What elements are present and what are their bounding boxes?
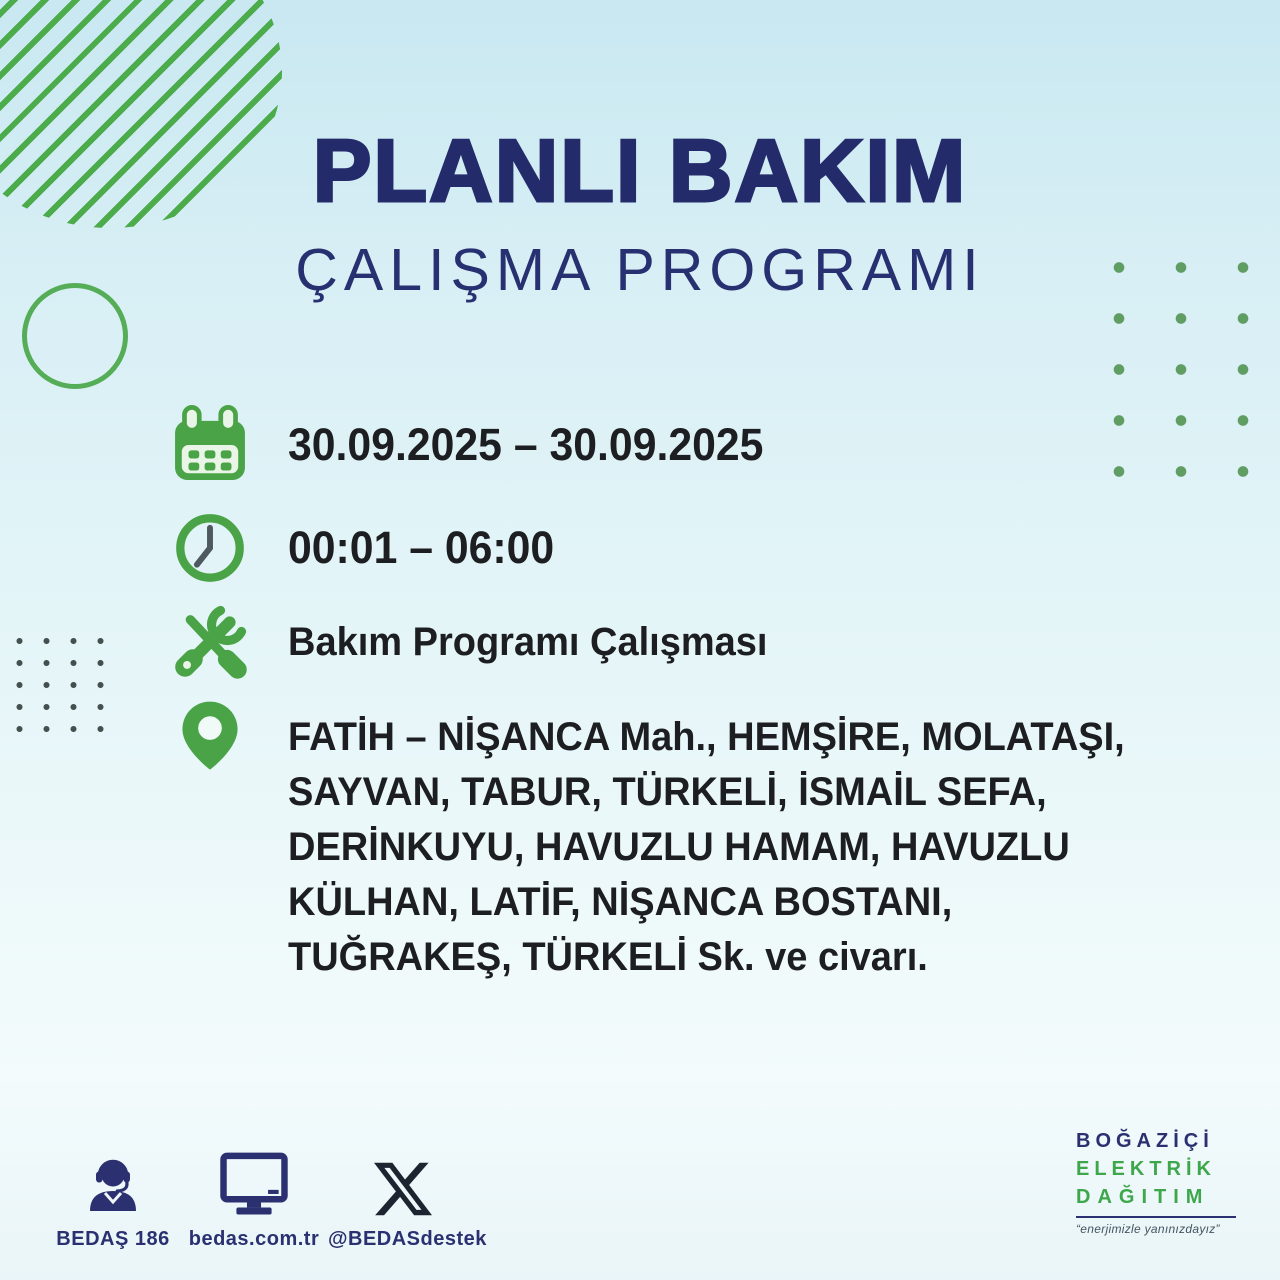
- logo-line-2: ELEKTRİK: [1076, 1158, 1216, 1180]
- clock-icon: [166, 510, 254, 586]
- company-logo: [1076, 1130, 1242, 1236]
- location-row: [166, 698, 1188, 985]
- time-range-value: 00:01 – 06:00: [288, 522, 555, 573]
- contact-website: [178, 1146, 330, 1251]
- logo-divider: [1076, 1216, 1236, 1218]
- logo-line-1: BOĞAZİÇİ: [1076, 1130, 1214, 1152]
- page-subtitle: ÇALIŞMA PROGRAMI: [295, 237, 985, 303]
- x-logo-icon: [328, 1146, 478, 1218]
- work-type-row: [166, 596, 793, 688]
- location-value: FATİH – NİŞANCA Mah., HEMŞİRE, MOLATAŞI, SAYVAN, TABUR, TÜRKELİ, İSMAİL SEFA, DERİNKUYU, HAVUZLU HAMAM, HAVUZLU KÜLHAN, LATİF, NİŞANCA BOSTANI, TUĞRAKEŞ, TÜRKELİ Sk. ve civarı.: [288, 715, 1125, 979]
- wrench-screwdriver-icon: [166, 600, 254, 684]
- monitor-icon: [178, 1146, 330, 1218]
- time-row: [166, 504, 568, 592]
- date-range-value: 30.09.2025 – 30.09.2025: [288, 419, 764, 470]
- logo-line-3: DAĞITIM: [1076, 1186, 1210, 1208]
- support-agent-icon: [38, 1146, 188, 1218]
- calendar-icon: [166, 402, 254, 488]
- contact-phone-label: BEDAŞ 186: [56, 1228, 170, 1250]
- work-type-value: Bakım Programı Çalışması: [288, 619, 768, 664]
- contact-phone: [38, 1146, 188, 1251]
- logo-tagline: “enerjimizle yanınızdayız”: [1076, 1222, 1220, 1236]
- contact-website-label: bedas.com.tr: [188, 1228, 320, 1250]
- dot-grid-left-decoration: [6, 630, 116, 742]
- date-row: [166, 398, 788, 492]
- page-title: PLANLI BAKIM: [312, 121, 968, 220]
- contact-social: [328, 1146, 487, 1251]
- contact-social-label: @BEDASdestek: [328, 1228, 487, 1250]
- map-pin-icon: [166, 698, 254, 784]
